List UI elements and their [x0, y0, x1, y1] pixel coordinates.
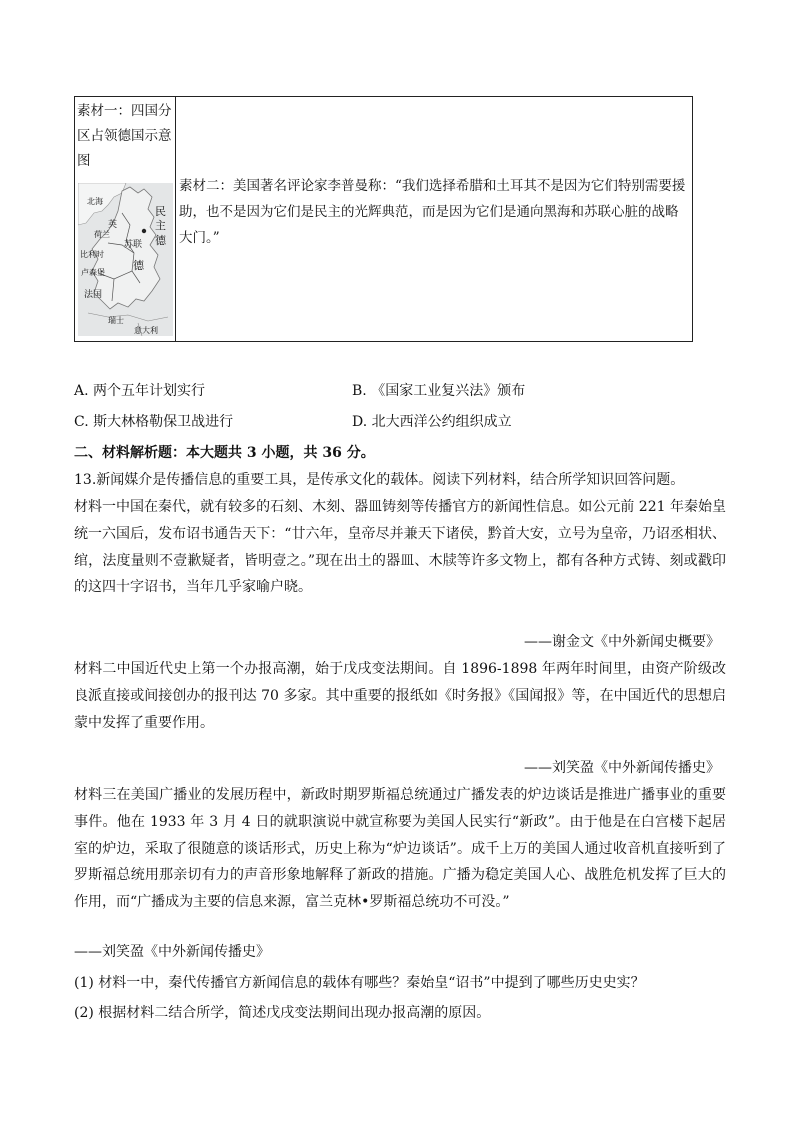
- map-label-north-sea: 北海: [87, 197, 103, 206]
- map-label-de-north: 德: [155, 234, 166, 247]
- material-two-text: 素材二：美国著名评论家李普曼称：“我们选择希腊和土耳其不是因为它们特别需要援助，也不是因为它们是民主的光辉典范，而是因为它们是通向黑海和苏联心脏的战略大门。”: [179, 178, 686, 246]
- map-label-min: 民: [155, 205, 166, 218]
- map-label-holland: 荷兰: [94, 230, 110, 239]
- material-one-cell: [75, 97, 176, 341]
- section-title: 二、材料解析题：本大题共 3 小题，共 36 分。: [74, 445, 375, 461]
- option-b[interactable]: B. 《国家工业复兴法》颁布: [352, 383, 526, 399]
- option-c[interactable]: C. 斯大林格勒保卫战进行: [74, 414, 234, 430]
- question-2: (2) 根据材料二结合所学，简述戊戌变法期间出现办报高潮的原因。: [74, 1005, 491, 1021]
- material-1: 材料一中国在秦代，就有较多的石刻、木刻、器皿铸刻等传播官方的新闻性信息。如公元前 221 年秦始皇统一六国后，发布诏书通告天下：“廿六年，皇帝尽并兼天下诸侯，黔首大安，立号为皇帝，乃诏丞相状、绾，法度量则不壹歉疑者，皆明壹之。”现在出土的器皿、木牍等许多文物上，都有各种方式铸、刻或戳印的这四十字诏书，当年几乎家喻户晓。: [74, 499, 726, 596]
- map-label-uk: 英: [108, 220, 118, 230]
- map-label-france: 法国: [84, 290, 103, 300]
- material-one-caption: 素材一：四国分区占领德国示意图: [77, 103, 172, 169]
- question-13-intro: 13.新闻媒介是传播信息的重要工具，是传承文化的载体。阅读下列材料，结合所学知识回答问题。: [74, 472, 685, 488]
- map-label-swiss: 瑞士: [108, 316, 124, 325]
- map-label-belgium: 比利时: [80, 250, 104, 259]
- material-table: [74, 96, 693, 342]
- source-2: ——刘笑盈《中外新闻传播史》: [524, 760, 720, 776]
- option-d[interactable]: D. 北大西洋公约组织成立: [352, 414, 512, 430]
- question-1: (1) 材料一中，秦代传播官方新闻信息的载体有哪些？秦始皇“诏书”中提到了哪些历史史实？: [74, 975, 645, 991]
- occupation-zones-map: [78, 183, 173, 336]
- source-1: ——谢金文《中外新闻史概要》: [524, 634, 720, 650]
- map-label-soviet: 苏联: [124, 240, 143, 250]
- map-label-lux: 卢森堡: [81, 268, 105, 277]
- material-3: 材料三在美国广播业的发展历程中，新政时期罗斯福总统通过广播发表的炉边谈话是推进广播事业的重要事件。他在 1933 年 3 月 4 日的就职演说中就宣称要为美国人民实行“新政”。由于他是在白宫楼下起居室的炉边，采取了很随意的谈话形式，历史上称为“炉边谈话”。成千上万的美国人通过收音机直接听到了罗斯福总统用那亲切有力的声音形象地解释了新政的措施。广播为稳定美国人心、战胜危机发挥了巨大的作用，而“广播成为主要的信息来源，富兰克林•罗斯福总统功不可没。”: [74, 787, 726, 911]
- source-3: ——刘笑盈《中外新闻传播史》: [74, 944, 270, 960]
- map-label-zhu: 主: [155, 219, 166, 232]
- map-label-italy: 意大利: [134, 326, 158, 335]
- map-label-de-center: 德: [133, 259, 144, 272]
- option-a[interactable]: A. 两个五年计划实行: [74, 383, 206, 399]
- material-2: 材料二中国近代史上第一个办报高潮，始于戊戌变法期间。自 1896-1898 年两年时间里，由资产阶级改良派直接或间接创办的报刊达 70 多家。其中重要的报纸如《时务报》《国闻报》等，在中国近代的思想启蒙中发挥了重要作用。: [74, 661, 726, 731]
